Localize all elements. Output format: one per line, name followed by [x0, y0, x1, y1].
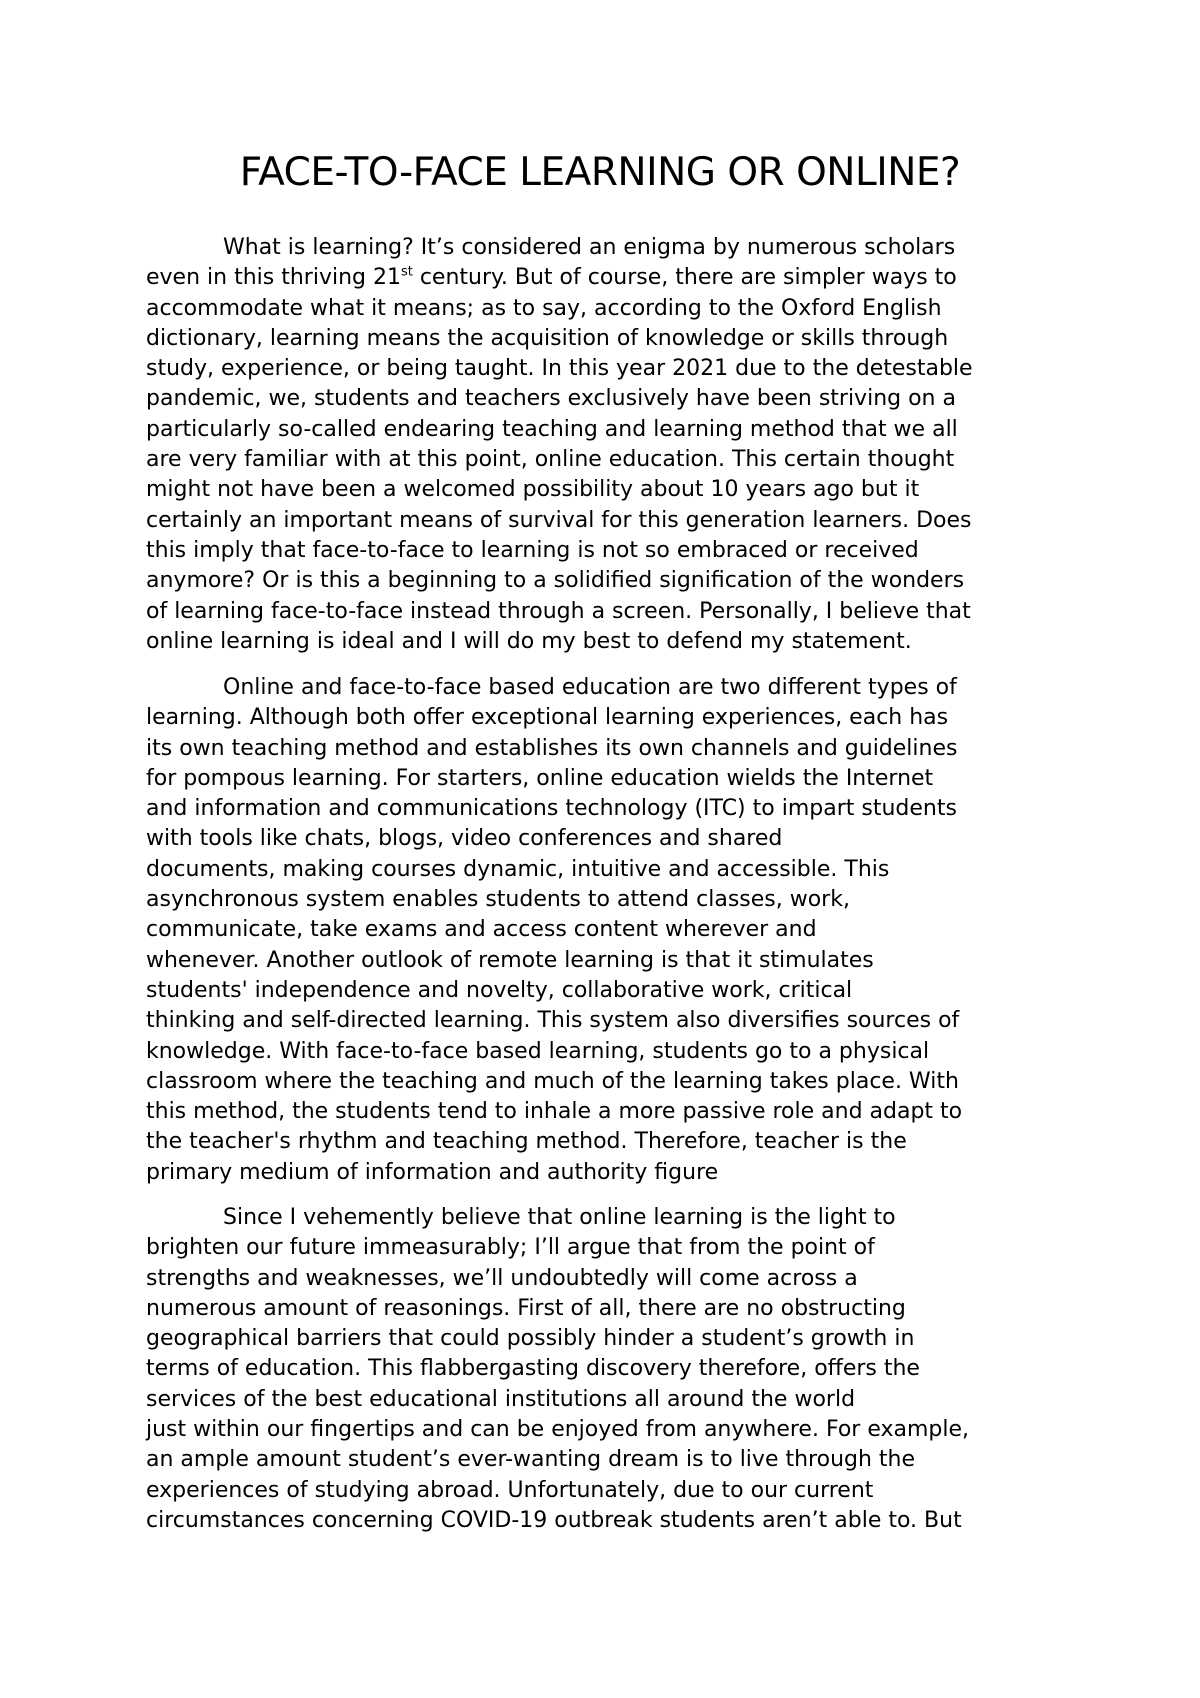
- document-title: FACE-TO-FACE LEARNING OR ONLINE?: [239, 150, 961, 195]
- text-line: just within our fingertips and can be enjoyed from anywhere. For example,: [146, 1417, 970, 1443]
- paragraph-1: [146, 233, 973, 657]
- text-line: accommodate what it means; as to say, according to the Oxford English: [146, 295, 942, 321]
- text-line: What is learning? It’s considered an enigma by numerous scholars: [223, 235, 956, 260]
- text-line: primary medium of information and authority figure: [146, 1159, 719, 1185]
- text-line: pandemic, we, students and teachers exclusively have been striving on a: [146, 386, 956, 412]
- text-line: documents, making courses dynamic, intuitive and accessible. This: [146, 856, 890, 882]
- text-line: services of the best educational institutions all around the world: [146, 1386, 856, 1412]
- text-line: study, experience, or being taught. In this year 2021 due to the detestable: [146, 356, 973, 382]
- text-line: its own teaching method and establishes its own channels and guidelines: [146, 735, 958, 761]
- text-line: even in this thriving 21st century. But of course, there are simpler ways to: [146, 264, 957, 291]
- text-line: Since I vehemently believe that online learning is the light to: [223, 1205, 896, 1230]
- text-line: might not have been a welcomed possibility about 10 years ago but it: [146, 477, 920, 503]
- text-line: circumstances concerning COVID-19 outbreak students aren’t able to. But: [146, 1507, 962, 1533]
- text-line: anymore? Or is this a beginning to a solidified signification of the wonders: [146, 568, 965, 594]
- text-line: numerous amount of reasonings. First of all, there are no obstructing: [146, 1295, 906, 1321]
- text-line: online learning is ideal and I will do my best to defend my statement.: [146, 628, 912, 654]
- text-line: brighten our future immeasurably; I’ll argue that from the point of: [146, 1235, 875, 1261]
- text-line: geographical barriers that could possibly hinder a student’s growth in: [146, 1326, 915, 1352]
- text-line: for pompous learning. For starters, online education wields the Internet: [146, 765, 934, 791]
- text-line: students' independence and novelty, collaborative work, critical: [146, 977, 853, 1003]
- paragraph-3: [146, 1203, 969, 1536]
- text-line: of learning face-to-face instead through a screen. Personally, I believe that: [146, 598, 971, 624]
- text-line: certainly an important means of survival for this generation learners. Does: [146, 507, 972, 533]
- text-line: strengths and weaknesses, we’ll undoubtedly will come across a: [146, 1265, 858, 1291]
- text-line: thinking and self-directed learning. This system also diversifies sources of: [146, 1008, 960, 1034]
- text-line: the teacher's rhythm and teaching method. Therefore, teacher is the: [146, 1129, 907, 1155]
- text-line: knowledge. With face-to-face based learning, students go to a physical: [146, 1038, 930, 1064]
- text-line: experiences of studying abroad. Unfortunately, due to our current: [146, 1477, 874, 1503]
- text-line: an ample amount student’s ever-wanting dream is to live through the: [146, 1447, 916, 1473]
- text-line: classroom where the teaching and much of the learning takes place. With: [146, 1068, 959, 1094]
- text-line: terms of education. This flabbergasting discovery therefore, offers the: [146, 1356, 920, 1382]
- superscript: st: [400, 264, 413, 280]
- text-line: with tools like chats, blogs, video conferences and shared: [146, 826, 783, 852]
- text-line: are very familiar with at this point, online education. This certain thought: [146, 447, 955, 473]
- paragraph-2: [146, 673, 962, 1188]
- text-line: this method, the students tend to inhale a more passive role and adapt to: [146, 1099, 963, 1125]
- text-line: particularly so-called endearing teaching and learning method that we all: [146, 416, 958, 442]
- text-line: asynchronous system enables students to attend classes, work,: [146, 887, 850, 913]
- text-line: dictionary, learning means the acquisition of knowledge or skills through: [146, 325, 949, 351]
- text-line: Online and face-to-face based education are two different types of: [223, 675, 957, 700]
- text-line: whenever. Another outlook of remote learning is that it stimulates: [146, 947, 874, 973]
- text-line: learning. Although both offer exceptional learning experiences, each has: [146, 705, 949, 731]
- text-line: and information and communications technology (ITC) to impart students: [146, 796, 957, 822]
- text-line: communicate, take exams and access content wherever and: [146, 917, 817, 943]
- text-line: this imply that face-to-face to learning is not so embraced or received: [146, 537, 919, 563]
